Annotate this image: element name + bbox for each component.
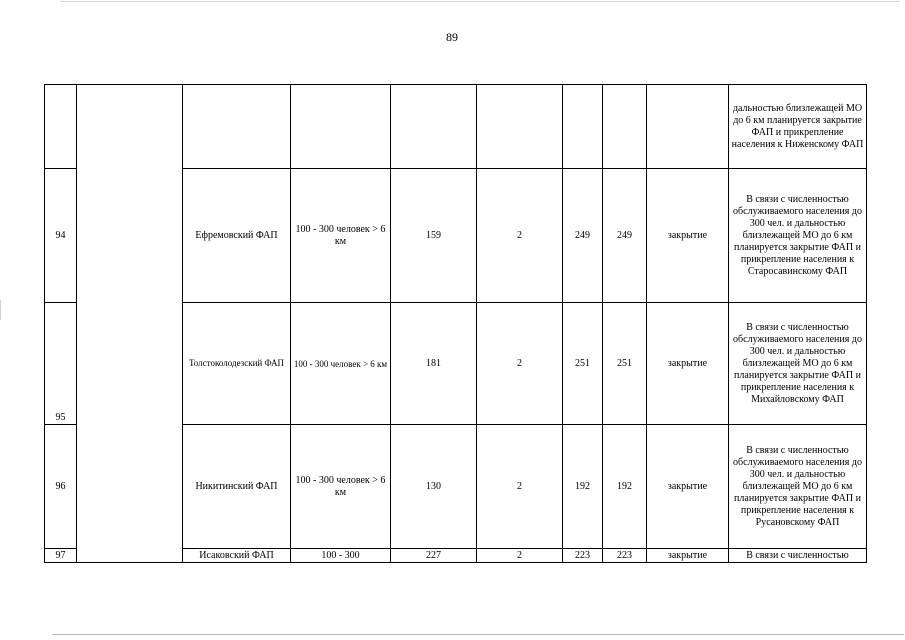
- action-cell: [647, 85, 729, 169]
- criteria-cell: 100 - 300 человек > 6 км: [291, 169, 391, 303]
- population-cell: 159: [391, 169, 477, 303]
- scan-artifact-left: [0, 300, 1, 320]
- value-cell: 249: [603, 169, 647, 303]
- staff-cell: 2: [477, 425, 563, 549]
- action-cell: закрытие: [647, 303, 729, 425]
- population-cell: 227: [391, 549, 477, 563]
- criteria-cell: 100 - 300 человек > 6 км: [291, 425, 391, 549]
- value-cell: 223: [563, 549, 603, 563]
- staff-cell: 2: [477, 549, 563, 563]
- table-row: [45, 85, 867, 169]
- staff-cell: [477, 85, 563, 169]
- value-cell: 192: [603, 425, 647, 549]
- facilities-table: [44, 84, 867, 563]
- value-cell: 251: [563, 303, 603, 425]
- note-cell: В связи с численностью обслуживаемого населения до 300 чел. и дальностью близлежащей МО до 6 км планируется закрытие ФАП и прикрепление населения к Старосавинскому ФАП: [729, 169, 867, 303]
- criteria-cell: 100 - 300 человек > 6 км: [291, 303, 391, 425]
- action-cell: закрытие: [647, 549, 729, 563]
- staff-cell: 2: [477, 303, 563, 425]
- action-cell: закрытие: [647, 169, 729, 303]
- value-cell: 192: [563, 425, 603, 549]
- row-number: 97: [45, 549, 77, 563]
- district-cell: [77, 85, 183, 563]
- action-cell: закрытие: [647, 425, 729, 549]
- scan-artifact-top: [60, 1, 900, 2]
- row-number: 94: [45, 169, 77, 303]
- value-cell: 251: [603, 303, 647, 425]
- page-number: 89: [446, 30, 458, 44]
- value-cell: [563, 85, 603, 169]
- staff-cell: 2: [477, 169, 563, 303]
- scan-artifact-bottom: [52, 634, 904, 635]
- value-cell: 249: [563, 169, 603, 303]
- facility-name: Исаковский ФАП: [183, 549, 291, 563]
- population-cell: [391, 85, 477, 169]
- criteria-cell: 100 - 300: [291, 549, 391, 563]
- value-cell: 223: [603, 549, 647, 563]
- note-cell: В связи с численностью: [729, 549, 867, 563]
- criteria-cell: [291, 85, 391, 169]
- value-cell: [603, 85, 647, 169]
- row-number: [45, 85, 77, 169]
- facility-name: Никитинский ФАП: [183, 425, 291, 549]
- population-cell: 130: [391, 425, 477, 549]
- row-number: 96: [45, 425, 77, 549]
- note-cell: дальностью близлежащей МО до 6 км планируется закрытие ФАП и прикрепление населения к Ниженскому ФАП: [729, 85, 867, 169]
- facility-name: [183, 85, 291, 169]
- population-cell: 181: [391, 303, 477, 425]
- note-cell: В связи с численностью обслуживаемого населения до 300 чел. и дальностью близлежащей МО до 6 км планируется закрытие ФАП и прикрепление населения к Михайловскому ФАП: [729, 303, 867, 425]
- facility-name: Толстоколодезский ФАП: [183, 303, 291, 425]
- facility-name: Ефремовский ФАП: [183, 169, 291, 303]
- row-number: 95: [45, 303, 77, 425]
- note-cell: В связи с численностью обслуживаемого населения до 300 чел. и дальностью близлежащей МО до 6 км планируется закрытие ФАП и прикрепление населения к Русановскому ФАП: [729, 425, 867, 549]
